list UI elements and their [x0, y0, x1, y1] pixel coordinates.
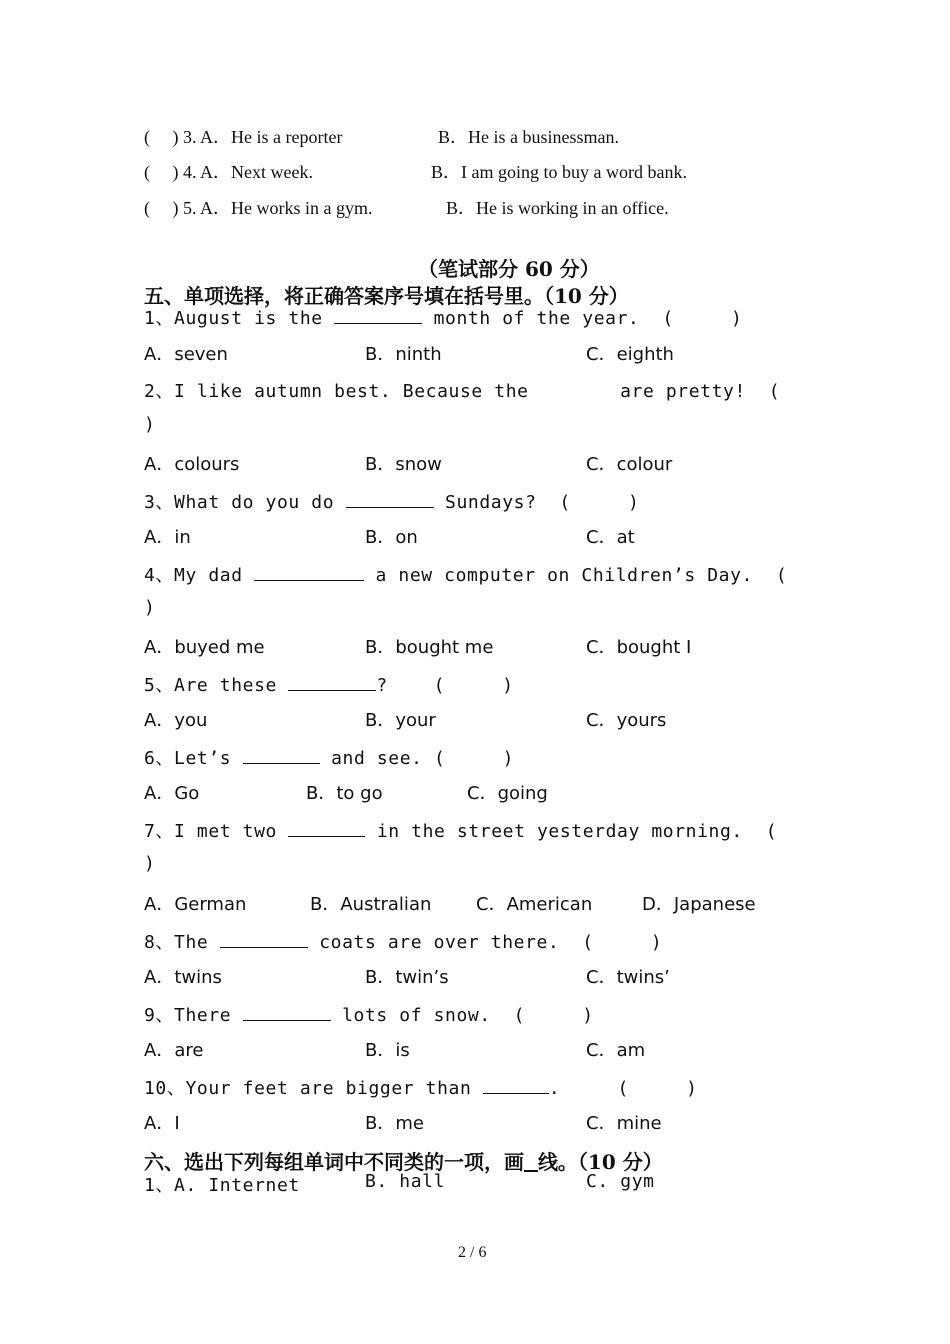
option-b: B．snow	[365, 454, 442, 475]
answer-blank	[254, 564, 364, 581]
option-c: C．colour	[586, 454, 673, 475]
option-b: B．bought me	[365, 637, 494, 658]
answer-blank	[220, 931, 308, 948]
option-b: B．is	[365, 1040, 410, 1061]
answer-paren-open: (	[144, 162, 150, 182]
option-b: B．He is working in an office.	[446, 198, 669, 218]
question-8: 8、The coats are over there. ( )	[144, 932, 663, 953]
listening-item-5	[144, 194, 372, 220]
option-b: B．your	[365, 710, 436, 731]
option-c: C．am	[586, 1040, 646, 1061]
answer-paren-open: (	[144, 198, 150, 218]
option-b: B．to go	[306, 783, 383, 804]
question-6: 6、Let’s and see. ( )	[144, 748, 515, 769]
question-10: 10、Your feet are bigger than . ( )	[144, 1078, 698, 1099]
option-b: B．Australian	[310, 894, 432, 915]
question-1: 1、August is the month of the year. ( )	[144, 308, 743, 329]
option-c: C．going	[467, 783, 548, 804]
option-b: B．ninth	[365, 344, 442, 365]
page-number: 2 / 6	[458, 1244, 487, 1261]
option-a: A．colours	[144, 454, 240, 475]
answer-blank	[288, 674, 376, 691]
option-a: A．seven	[144, 344, 228, 365]
question-2: 2、I like autumn best. Because the are pretty! (	[144, 381, 781, 402]
answer-blank	[243, 1004, 331, 1021]
option-a: ) 5. A．He works in a gym.	[172, 198, 373, 218]
answer-paren-open: (	[144, 127, 150, 147]
option-a: A．buyed me	[144, 637, 265, 658]
question-5: 5、Are these ? ( )	[144, 675, 514, 696]
option-c: C．yours	[586, 710, 667, 731]
option-c: C．bought I	[586, 637, 692, 658]
option-a: A．I	[144, 1113, 180, 1134]
option-c: C. gym	[586, 1171, 655, 1192]
option-a: ) 3. A．He is a reporter	[172, 127, 343, 147]
option-a: A．twins	[144, 967, 222, 988]
question-9: 9、There lots of snow. ( )	[144, 1005, 594, 1026]
question-3: 3、What do you do Sundays? ( )	[144, 492, 640, 513]
option-b: B．twin’s	[365, 967, 449, 988]
written-part-title: （笔试部分 60 分）	[418, 257, 600, 281]
option-d: D．Japanese	[642, 894, 756, 915]
option-b: B．me	[365, 1113, 424, 1134]
listening-item-4	[144, 158, 313, 184]
question-4: 4、My dad a new computer on Children’s Day. (	[144, 565, 788, 586]
option-c: C．twins’	[586, 967, 670, 988]
answer-blank	[243, 747, 320, 764]
option-b: B．on	[365, 527, 418, 548]
answer-blank	[334, 307, 422, 324]
answer-blank	[483, 1077, 549, 1094]
option-b: B．He is a businessman.	[438, 127, 619, 147]
option-c: C．at	[586, 527, 635, 548]
option-a: A．German	[144, 894, 247, 915]
option-a: A．in	[144, 527, 191, 548]
option-b: B．I am going to buy a word bank.	[431, 162, 687, 182]
option-a: A．Go	[144, 783, 200, 804]
question-4-paren-close: )	[144, 597, 156, 618]
option-c: C．mine	[586, 1113, 662, 1134]
section-6-title: 六、选出下列每组单词中不同类的一项，画 线。（10 分）	[144, 1150, 663, 1174]
answer-blank	[288, 820, 365, 837]
listening-item-3	[144, 123, 342, 149]
section-6-question-1: 1、A. Internet	[144, 1175, 300, 1196]
section-5-title: 五、单项选择，将正确答案序号填在括号里。（10 分）	[144, 284, 629, 308]
option-b: B. hall	[365, 1171, 446, 1192]
option-a: A．are	[144, 1040, 204, 1061]
question-7: 7、I met two in the street yesterday morning. (	[144, 821, 778, 842]
question-7-paren-close: )	[144, 853, 156, 874]
underline-mark	[524, 1150, 538, 1174]
question-2-paren-close: )	[144, 414, 156, 435]
option-c: C．eighth	[586, 344, 674, 365]
answer-blank	[346, 491, 434, 508]
option-a: A．you	[144, 710, 208, 731]
option-a: ) 4. A．Next week.	[172, 162, 313, 182]
option-c: C．American	[476, 894, 593, 915]
